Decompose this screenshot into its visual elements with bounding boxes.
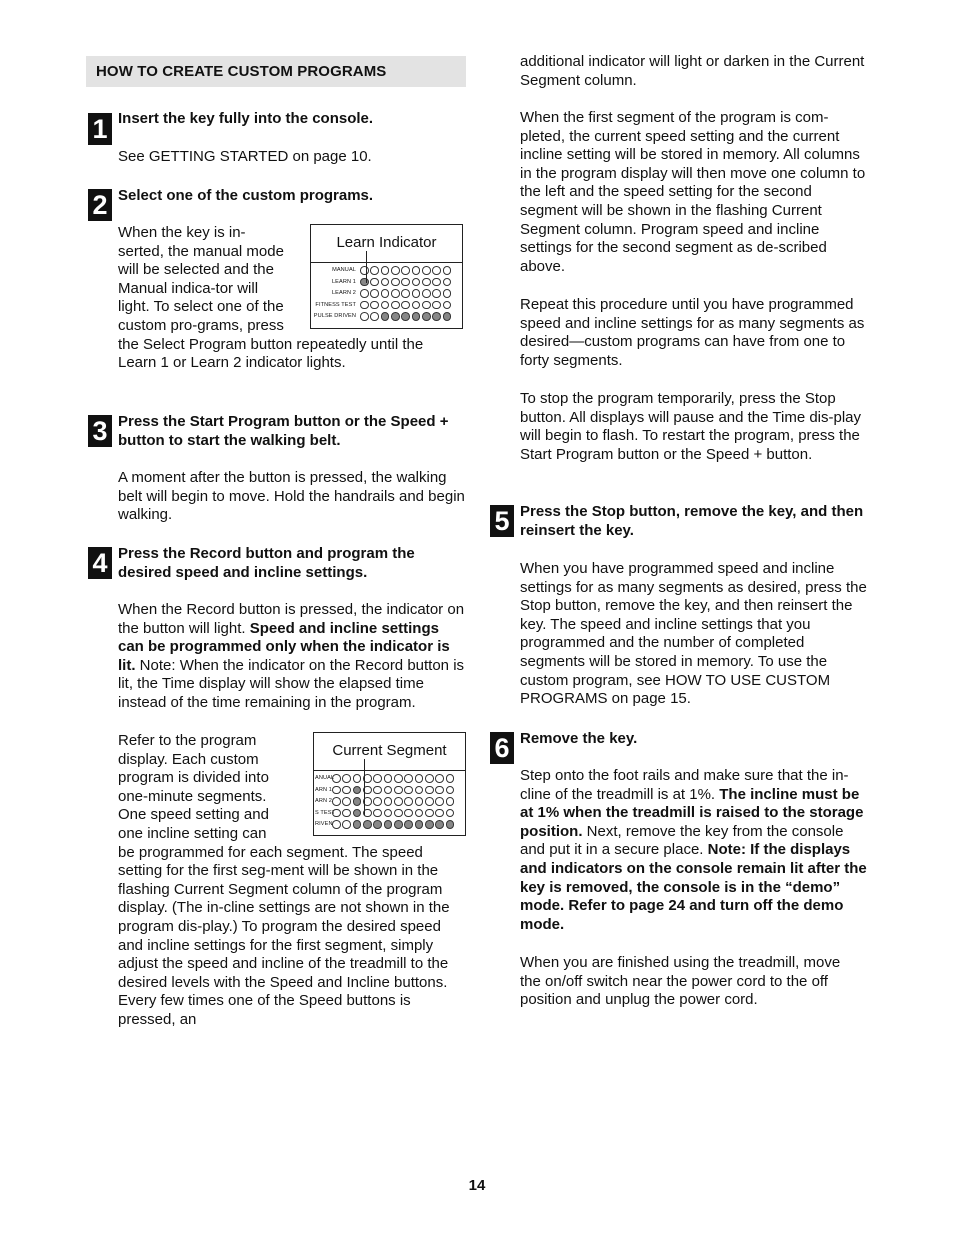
step-number-5: 5 xyxy=(490,505,514,537)
step-4-text-e: To stop the program temporarily, press the Stop button. All displays will pause and the Time dis-play will begin to flash. To restart the program, press the Start Program button or the Speed + button. xyxy=(520,390,862,463)
step-6-title: Remove the key. xyxy=(520,730,638,747)
segment-row-manual: ANUAL xyxy=(314,773,463,784)
learn-indicator-pointer xyxy=(366,251,367,283)
segment-row-learn-1: ARN 1 xyxy=(314,784,463,795)
step-4-text-continued: additional indicator will light or darken in the Current Segment column. xyxy=(520,53,865,89)
step-4-text-a: When the Record button is pressed, the indicator on the button will light. Speed and incline settings can be programmed only when the indicator is lit. Note: When the indicator on the Record button is lit, the Time display will show the elapsed time instead of the time remaining in the program. xyxy=(118,601,465,711)
current-segment-panel xyxy=(313,732,466,836)
current-segment-pointer xyxy=(364,759,365,815)
learn-indicator-label: Learn Indicator xyxy=(336,234,437,251)
page-number: 14 xyxy=(468,1177,486,1194)
segment-display-rows xyxy=(314,770,465,833)
step-2-body xyxy=(118,224,463,373)
program-row-manual: MANUAL xyxy=(311,265,460,276)
step-5-title: Press the Stop button, remove the key, and then reinsert the key. xyxy=(520,503,864,539)
step-number-6: 6 xyxy=(490,732,514,764)
step-6-emphasis: The incline must be at 1% when the treadmill is raised to the storage position. xyxy=(520,785,864,840)
program-row-learn-1: LEARN 1 xyxy=(311,276,460,287)
program-display-rows xyxy=(311,262,462,325)
segment-row-pulse-driven: RIVEN xyxy=(314,819,463,830)
section-title: HOW TO CREATE CUSTOM PROGRAMS xyxy=(86,56,466,87)
step-4-body-b xyxy=(118,732,466,1030)
step-4-text-b: Refer to the program display. Each custom program is divided into one-minute segments. One speed setting and one incline setting can be programmed for each segment. The speed setting for the first seg-ment will be shown in the flashing Current Segment column of the program display. (The in-cline settings are not shown in the program dis-play.) To program the desired speed and incline settings for the first segment, simply adjust the speed and incline of the treadmill to the desired levels with the Speed and Incline buttons. Every few times one of the Speed buttons is pressed, an xyxy=(118,732,450,1028)
program-row-fitness-test: FITNESS TEST xyxy=(311,299,460,310)
current-segment-label: Current Segment xyxy=(332,742,447,759)
step-4-text-c: When the first segment of the program is com-pleted, the current speed setting and the current incline setting will be stored in memory. All columns in the program display will then move one column to the left and the speed setting for the second segment will be shown in the flashing Current Segment column. Program speed and incline settings for the second segment as de-scribed above. xyxy=(520,109,866,275)
learn-indicator-panel xyxy=(310,224,463,329)
step-4-text-d: Repeat this procedure until you have programmed speed and incline settings for as many segments as desired—custom programs can have from one to forty segments. xyxy=(520,296,865,369)
step-number-1: 1 xyxy=(88,113,112,145)
step-6-text-a: Step onto the foot rails and make sure that the in-cline of the treadmill is at 1%. The incline must be at 1% when the treadmill is raised to the storage position. Next, remove the key from the console and put it in a secure place. Note: If the displays and indicators on the console remain lit after the key is removed, the console is in the “demo” mode. Refer to page 24 and turn off the demo mode. xyxy=(520,767,867,933)
step-6-text-b: When you are finished using the treadmill, move the on/off switch near the power cord to the off position and unplug the power cord. xyxy=(520,954,841,1009)
current-segment-figure xyxy=(313,732,466,836)
step-5-text: When you have programmed speed and incline settings for as many segments as desired, press the Stop button, remove the key, and then reinsert the key. The speed and incline settings that you programmed and the number of completed segments will be stored in memory. To use the custom program, see HOW TO USE CUSTOM PROGRAMS on page 15. xyxy=(520,560,867,708)
step-6-demo-note: Note: If the displays and indicators on the console remain lit after the key is removed, the console is in the “demo” mode. Refer to page 24 and turn off the demo mode. xyxy=(520,841,867,933)
learn-indicator-figure xyxy=(310,224,463,329)
segment-row-fitness-test: S TEST xyxy=(314,807,463,818)
step-1-text: See GETTING STARTED on page 10. xyxy=(118,148,372,165)
step-4-emphasis: Speed and incline settings can be programmed only when the indicator is lit. xyxy=(118,619,450,674)
program-row-learn-2: LEARN 2 xyxy=(311,288,460,299)
step-number-4: 4 xyxy=(88,547,112,579)
step-2-text: When the key is in-serted, the manual mode will be selected and the Manual indica-tor will light. To select one of the custom pro-grams, press the Select Program button repeatedly until the Learn 1 or Learn 2 indicator lights. xyxy=(118,224,424,372)
step-3-title: Press the Start Program button or the Speed + button to start the walking belt. xyxy=(118,413,449,449)
step-3-text: A moment after the button is pressed, the walking belt will begin to move. Hold the handrails and begin walking. xyxy=(118,469,465,524)
program-row-pulse-driven: PULSE DRIVEN xyxy=(311,311,460,322)
step-1-title: Insert the key fully into the console. xyxy=(118,110,374,127)
segment-row-learn-2: ARN 2 xyxy=(314,796,463,807)
step-4-title: Press the Record button and program the desired speed and incline settings. xyxy=(118,545,415,581)
step-2-title: Select one of the custom programs. xyxy=(118,187,374,204)
step-number-2: 2 xyxy=(88,189,112,221)
step-number-3: 3 xyxy=(88,415,112,447)
